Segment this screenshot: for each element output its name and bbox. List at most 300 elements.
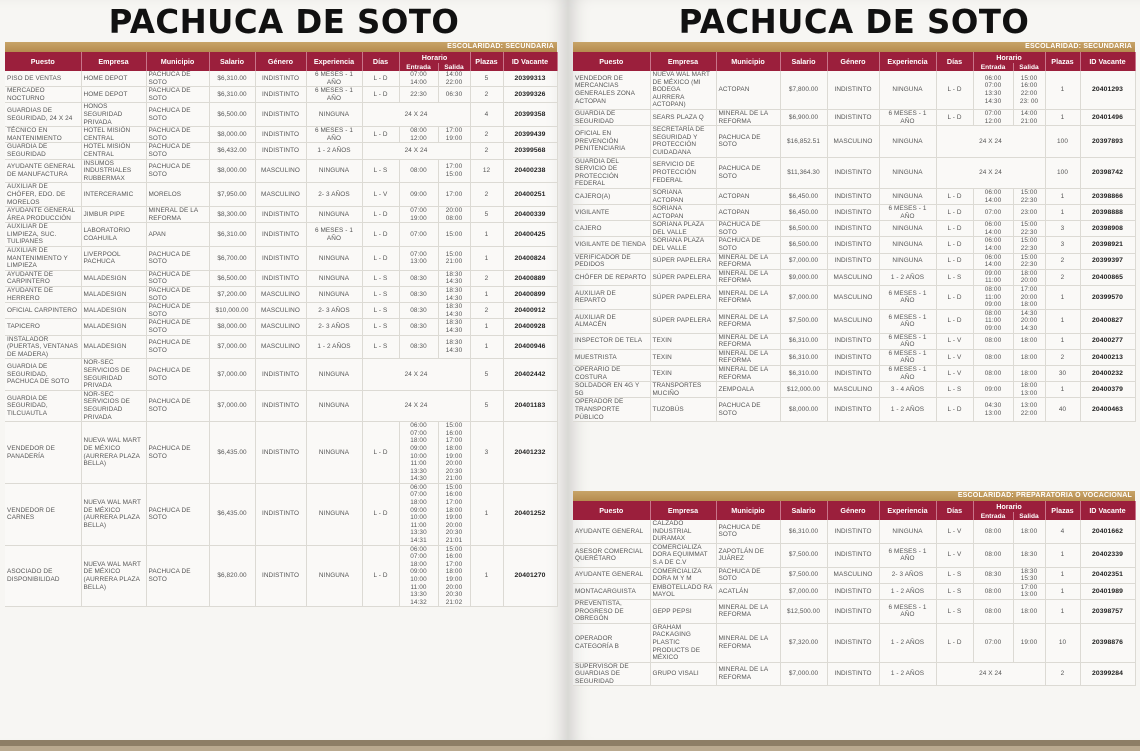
- entrada-time: 06:00: [984, 74, 1002, 82]
- cell-municipio: PACHUCA DE SOTO: [146, 422, 209, 484]
- cell-entrada: [399, 335, 438, 359]
- salida-time: 20:30: [445, 529, 463, 537]
- cell-plazas: 30: [1045, 365, 1080, 381]
- cell-salida: [1013, 253, 1045, 269]
- entrada-time: 13:00: [410, 258, 427, 266]
- entrada-time: 11:00: [410, 460, 427, 468]
- cell-experiencia: NINGUNA: [306, 270, 362, 286]
- cell-empresa: HOTEL MISIÓN CENTRAL: [81, 143, 146, 159]
- entrada-time: 12:00: [984, 117, 1002, 125]
- entrada-time: 12:00: [410, 134, 427, 142]
- cell-salida: [1013, 583, 1045, 599]
- cell-id: 20401270: [503, 545, 557, 607]
- cell-genero: INDISTINTO: [255, 359, 306, 390]
- cell-salario: $7,000.00: [780, 253, 827, 269]
- salida-time: 14:30: [1020, 325, 1038, 332]
- salida-time: 20:00: [1020, 293, 1038, 301]
- column-header-entrada: Entrada: [973, 512, 1013, 520]
- table-row: [573, 333, 1135, 349]
- entrada-time: 08:30: [410, 307, 427, 315]
- cell-dias: L - D: [936, 237, 973, 253]
- entrada-time: 08:00: [410, 127, 427, 135]
- salida-time: 15:00: [445, 483, 463, 491]
- cell-plazas: 1: [470, 223, 503, 247]
- entrada-time: 18:00: [410, 499, 427, 507]
- column-header-salida: Salida: [1013, 63, 1045, 71]
- cell-entrada: [973, 567, 1013, 583]
- cell-entrada: [973, 382, 1013, 398]
- cell-entrada: [973, 543, 1013, 567]
- table-row: [573, 520, 1135, 543]
- cell-plazas: 5: [470, 71, 503, 87]
- cell-dias: L - S: [936, 599, 973, 623]
- entrada-time: 09:00: [410, 506, 427, 514]
- cell-entrada: [973, 253, 1013, 269]
- cell-id: 20398742: [1080, 157, 1135, 188]
- cell-experiencia: 3 - 4 AÑOS: [879, 382, 936, 398]
- cell-genero: INDISTINTO: [827, 623, 879, 662]
- salida-time: 18:00: [445, 506, 463, 514]
- cell-experiencia: 1 - 2 AÑOS: [879, 662, 936, 686]
- cell-empresa: COMERCIALIZA DORA EQUIMMAT S.A DE C.V: [650, 543, 716, 567]
- cell-genero: INDISTINTO: [255, 422, 306, 484]
- entrada-time: 07:00: [984, 82, 1002, 90]
- column-header-dias: Días: [936, 501, 973, 520]
- column-header-id: ID Vacante: [1080, 52, 1135, 71]
- cell-empresa: MALADESIGN: [81, 319, 146, 335]
- cell-municipio: MINERAL DE LA REFORMA: [716, 365, 780, 381]
- cell-genero: MASCULINO: [827, 567, 879, 583]
- cell-municipio: PACHUCA DE SOTO: [146, 270, 209, 286]
- cell-id: 20398908: [1080, 221, 1135, 237]
- cell-genero: INDISTINTO: [827, 398, 879, 422]
- left-page: [0, 0, 568, 746]
- cell-salario: $6,500.00: [209, 270, 255, 286]
- cell-empresa: SORIANA PLAZA DEL VALLE: [650, 237, 716, 253]
- cell-dias: L - S: [936, 567, 973, 583]
- cell-empresa: SÚPER PAPELERA: [650, 286, 716, 310]
- cell-salario: $7,800.00: [780, 71, 827, 109]
- table-row: [573, 188, 1135, 204]
- cell-experiencia: NINGUNA: [306, 422, 362, 484]
- salida-time: 20:00: [445, 460, 463, 468]
- cell-id: 20400379: [1080, 382, 1135, 398]
- cell-experiencia: NINGUNA: [879, 71, 936, 109]
- cell-municipio: MINERAL DE LA REFORMA: [146, 207, 209, 223]
- entrada-time: 06:00: [984, 253, 1002, 261]
- salida-time: 18:30: [445, 303, 463, 311]
- cell-plazas: 1: [1045, 567, 1080, 583]
- column-header-plazas: Plazas: [1045, 501, 1080, 520]
- cell-plazas: 5: [470, 359, 503, 390]
- cell-puesto: AUXILIAR DE CHÓFER, EDO. DE MORELOS: [5, 183, 81, 207]
- entrada-time: 07:00: [410, 491, 427, 499]
- entrada-time: 10:00: [410, 452, 427, 460]
- cell-dias: L - V: [936, 333, 973, 349]
- cell-salario: $8,000.00: [780, 398, 827, 422]
- salida-time: 18:00: [1020, 269, 1038, 277]
- entrada-time: 14:31: [410, 537, 427, 545]
- table-row: [5, 422, 557, 484]
- column-header-genero: Género: [827, 52, 879, 71]
- cell-municipio: PACHUCA DE SOTO: [146, 359, 209, 390]
- cell-id: 20401252: [503, 483, 557, 545]
- cell-salario: $6,900.00: [780, 109, 827, 125]
- cell-entrada: [973, 583, 1013, 599]
- table-row: [5, 319, 557, 335]
- cell-puesto: OFICIAL CARPINTERO: [5, 303, 81, 319]
- entrada-time: 11:00: [984, 293, 1002, 301]
- cell-puesto: AYUDANTE DE HERRERO: [5, 287, 81, 303]
- table-header: [5, 52, 557, 71]
- salida-time: 17:00: [445, 499, 463, 507]
- salida-time: 18:00: [1020, 369, 1038, 377]
- column-header-salario: Salario: [780, 52, 827, 71]
- cell-id: 20399568: [503, 143, 557, 159]
- cell-puesto: PREVENTISTA, PROGRESO DE OBREGÓN: [573, 599, 650, 623]
- cell-municipio: PACHUCA DE SOTO: [716, 126, 780, 157]
- cell-genero: INDISTINTO: [827, 365, 879, 381]
- cell-entrada: [973, 205, 1013, 221]
- cell-municipio: PACHUCA DE SOTO: [716, 221, 780, 237]
- salida-time: 18:30: [445, 339, 463, 347]
- cell-salario: $6,450.00: [780, 205, 827, 221]
- table-row: [573, 398, 1135, 422]
- vacancies-table-secundaria-right: [573, 42, 1135, 422]
- entrada-time: 11:00: [410, 521, 427, 529]
- cell-salario: $6,310.00: [780, 520, 827, 543]
- cell-genero: INDISTINTO: [827, 221, 879, 237]
- cell-plazas: 4: [1045, 520, 1080, 543]
- salida-time: 14:00: [1020, 109, 1038, 117]
- cell-salida: [438, 545, 470, 607]
- cell-salario: $16,852.51: [780, 126, 827, 157]
- cell-experiencia: 2- 3 AÑOS: [306, 183, 362, 207]
- table-row: [5, 390, 557, 421]
- cell-dias: L - S: [362, 303, 399, 319]
- cell-dias: L - D: [362, 422, 399, 484]
- cell-genero: INDISTINTO: [827, 253, 879, 269]
- entrada-time: 08:30: [410, 343, 427, 351]
- cell-plazas: 1: [1045, 71, 1080, 109]
- entrada-time: 10:00: [410, 514, 427, 522]
- entrada-time: 09:00: [984, 385, 1002, 393]
- cell-plazas: 10: [1045, 623, 1080, 662]
- cell-salida: [1013, 221, 1045, 237]
- section-band: ESCOLARIDAD: PREPARATORIA O VOCACIONAL: [573, 491, 1135, 501]
- cell-empresa: SERVICIO DE PROTECCIÓN FEDERAL: [650, 157, 716, 188]
- cell-id: 20400827: [1080, 309, 1135, 333]
- cell-id: 20401496: [1080, 109, 1135, 125]
- cell-salario: $12,500.00: [780, 599, 827, 623]
- cell-horario: 24 X 24: [362, 103, 470, 127]
- cell-genero: MASCULINO: [827, 309, 879, 333]
- cell-salario: $6,820.00: [209, 545, 255, 607]
- salida-time: 17:00: [445, 163, 463, 171]
- vacancies-table-preparatoria: [573, 491, 1135, 686]
- cell-experiencia: NINGUNA: [306, 390, 362, 421]
- cell-salario: $7,500.00: [780, 567, 827, 583]
- cell-salario: $7,200.00: [209, 287, 255, 303]
- cell-salida: [1013, 349, 1045, 365]
- cell-experiencia: NINGUNA: [879, 157, 936, 188]
- cell-id: 20401989: [1080, 583, 1135, 599]
- cell-empresa: GRAHAM PACKAGING PLASTIC PRODUCTS DE MÉXICO: [650, 623, 716, 662]
- entrada-time: 11:00: [984, 277, 1002, 285]
- cell-municipio: ACTOPAN: [716, 71, 780, 109]
- cell-id: 20399313: [503, 71, 557, 87]
- column-header-salario: Salario: [780, 501, 827, 520]
- entrada-time: 08:30: [410, 274, 427, 282]
- cell-horario: 24 X 24: [936, 662, 1045, 686]
- cell-entrada: [399, 303, 438, 319]
- salida-time: 14:30: [445, 294, 463, 302]
- cell-id: 20400946: [503, 335, 557, 359]
- salida-time: 18:00: [1020, 337, 1038, 345]
- cell-genero: INDISTINTO: [827, 333, 879, 349]
- salida-time: 16:00: [445, 429, 463, 437]
- cell-id: 20401662: [1080, 520, 1135, 543]
- table-row: [573, 567, 1135, 583]
- entrada-time: 07:00: [410, 429, 427, 437]
- cell-plazas: 5: [470, 390, 503, 421]
- entrada-time: 06:00: [410, 545, 427, 553]
- cell-salida: [438, 319, 470, 335]
- cell-puesto: TAPICERO: [5, 319, 81, 335]
- cell-puesto: VIGILANTE: [573, 205, 650, 221]
- cell-entrada: [973, 71, 1013, 109]
- cell-empresa: SEARS PLAZA Q: [650, 109, 716, 125]
- cell-experiencia: 6 MESES - 1 AÑO: [879, 543, 936, 567]
- cell-municipio: MINERAL DE LA REFORMA: [716, 269, 780, 285]
- entrada-time: 09:00: [984, 269, 1002, 277]
- cell-empresa: NUEVA WAL MART DE MÉXICO (AURRERA PLAZA BELLA): [81, 545, 146, 607]
- cell-id: 20399326: [503, 87, 557, 103]
- cell-empresa: HOME DEPOT: [81, 71, 146, 87]
- entrada-time: 09:00: [410, 190, 427, 198]
- cell-id: 20398876: [1080, 623, 1135, 662]
- salida-time: 16:00: [445, 553, 463, 561]
- cell-puesto: OPERADOR CATEGORÍA B: [573, 623, 650, 662]
- cell-empresa: MALADESIGN: [81, 303, 146, 319]
- entrada-time: 14:32: [410, 598, 427, 606]
- cell-id: 20400889: [503, 270, 557, 286]
- salida-time: 18:30: [1020, 551, 1038, 559]
- cell-empresa: SORIANA ACTOPAN: [650, 188, 716, 204]
- cell-puesto: GUARDIA DE SEGURIDAD: [5, 143, 81, 159]
- cell-empresa: EMBOTELLADO RA MAYOL: [650, 583, 716, 599]
- cell-genero: INDISTINTO: [255, 223, 306, 247]
- cell-entrada: [399, 483, 438, 545]
- cell-plazas: 1: [470, 483, 503, 545]
- cell-genero: INDISTINTO: [255, 545, 306, 607]
- entrada-time: 07:00: [410, 250, 427, 258]
- cell-puesto: OPERADOR DE TRANSPORTE PÚBLICO: [573, 398, 650, 422]
- cell-entrada: [399, 287, 438, 303]
- cell-salario: $7,000.00: [780, 662, 827, 686]
- cell-experiencia: NINGUNA: [306, 159, 362, 183]
- cell-empresa: SÚPER PAPELERA: [650, 269, 716, 285]
- cell-empresa: NUEVA WAL MART DE MÉXICO (AURRERA PLAZA BELLA): [81, 483, 146, 545]
- cell-municipio: PACHUCA DE SOTO: [716, 157, 780, 188]
- cell-dias: L - V: [936, 543, 973, 567]
- cell-genero: INDISTINTO: [255, 483, 306, 545]
- cell-salario: $6,435.00: [209, 422, 255, 484]
- cell-dias: L - S: [936, 269, 973, 285]
- cell-salida: [438, 87, 470, 103]
- cell-salida: [438, 335, 470, 359]
- cell-plazas: 100: [1045, 126, 1080, 157]
- cell-plazas: 1: [1045, 309, 1080, 333]
- cell-puesto: INSTALADOR (PUERTAS, VENTANAS DE MADERA): [5, 335, 81, 359]
- cell-puesto: ASESOR COMERCIAL QUERÉTARO: [573, 543, 650, 567]
- table-body: [5, 71, 557, 607]
- cell-id: 20400928: [503, 319, 557, 335]
- cell-id: 20398921: [1080, 237, 1135, 253]
- cell-puesto: OFICIAL EN PREVENCIÓN PENITENCIARIA: [573, 126, 650, 157]
- cell-salario: $7,000.00: [209, 390, 255, 421]
- cell-entrada: [399, 545, 438, 607]
- cell-salida: [438, 207, 470, 223]
- cell-salario: $6,500.00: [780, 237, 827, 253]
- cell-plazas: 2: [470, 303, 503, 319]
- salida-time: 08:00: [445, 214, 463, 222]
- cell-entrada: [973, 109, 1013, 125]
- cell-empresa: SORIANA PLAZA DEL VALLE: [650, 221, 716, 237]
- cell-horario: 24 X 24: [362, 359, 470, 390]
- cell-dias: L - D: [936, 109, 973, 125]
- salida-time: 13:00: [1020, 402, 1038, 410]
- cell-salario: $6,310.00: [209, 71, 255, 87]
- cell-genero: MASCULINO: [255, 159, 306, 183]
- salida-time: 14:30: [445, 310, 463, 318]
- entrada-time: 07:00: [984, 208, 1002, 216]
- cell-salario: $8,000.00: [209, 159, 255, 183]
- cell-empresa: TEXIN: [650, 349, 716, 365]
- cell-experiencia: 6 MESES - 1 AÑO: [879, 333, 936, 349]
- cell-salario: $12,000.00: [780, 382, 827, 398]
- salida-time: 17:00: [445, 190, 463, 198]
- cell-puesto: VENDEDOR DE CARNES: [5, 483, 81, 545]
- salida-time: 19:00: [445, 576, 463, 583]
- salida-time: 21:00: [445, 258, 463, 266]
- cell-municipio: PACHUCA DE SOTO: [146, 87, 209, 103]
- cell-experiencia: NINGUNA: [306, 359, 362, 390]
- cell-salida: [1013, 398, 1045, 422]
- cell-salario: $6,450.00: [780, 188, 827, 204]
- cell-dias: L - D: [362, 223, 399, 247]
- salida-time: 15:00: [1020, 253, 1038, 261]
- cell-puesto: AYUDANTE GENERAL: [573, 520, 650, 543]
- table-row: [573, 365, 1135, 381]
- table-row: [573, 309, 1135, 333]
- cell-plazas: 2: [1045, 662, 1080, 686]
- cell-entrada: [973, 269, 1013, 285]
- cell-dias: L - V: [936, 520, 973, 543]
- cell-puesto: TÉCNICO EN MANTENIMIENTO: [5, 127, 81, 143]
- cell-salida: [438, 287, 470, 303]
- column-header-dias: Días: [936, 52, 973, 71]
- cell-horario: 24 X 24: [936, 126, 1045, 157]
- cell-entrada: [399, 270, 438, 286]
- entrada-time: 08:00: [984, 309, 1002, 317]
- cell-municipio: PACHUCA DE SOTO: [146, 287, 209, 303]
- cell-id: 20398888: [1080, 205, 1135, 221]
- salida-time: 17:00: [1020, 286, 1038, 294]
- cell-dias: L - D: [362, 247, 399, 271]
- cell-salida: [1013, 567, 1045, 583]
- salida-time: 14:30: [445, 346, 463, 354]
- cell-plazas: 3: [1045, 221, 1080, 237]
- cell-genero: INDISTINTO: [827, 583, 879, 599]
- cell-dias: L - D: [936, 398, 973, 422]
- column-header-dias: Días: [362, 52, 399, 71]
- cell-salida: [438, 270, 470, 286]
- table-row: [573, 221, 1135, 237]
- cell-genero: MASCULINO: [255, 303, 306, 319]
- cell-salario: $6,310.00: [209, 223, 255, 247]
- cell-horario: 24 X 24: [362, 390, 470, 421]
- salida-time: 23:00: [1020, 208, 1038, 216]
- salida-time: 13:00: [1020, 389, 1038, 397]
- cell-puesto: SUPERVISOR DE GUARDIAS DE SEGURIDAD: [573, 662, 650, 686]
- right-page: [568, 0, 1140, 746]
- cell-salida: [1013, 520, 1045, 543]
- salida-time: 20:00: [445, 207, 463, 215]
- cell-entrada: [973, 333, 1013, 349]
- cell-genero: INDISTINTO: [827, 157, 879, 188]
- salida-time: 20:00: [445, 583, 463, 591]
- cell-empresa: TUZOBÚS: [650, 398, 716, 422]
- cell-dias: L - D: [936, 623, 973, 662]
- cell-experiencia: 1 - 2 AÑOS: [879, 623, 936, 662]
- cell-plazas: 2: [470, 270, 503, 286]
- salida-time: 17:00: [445, 560, 463, 568]
- table-row: [5, 359, 557, 390]
- cell-experiencia: NINGUNA: [306, 247, 362, 271]
- cell-id: 20400213: [1080, 349, 1135, 365]
- cell-experiencia: 6 MESES - 1 AÑO: [306, 87, 362, 103]
- table-row: [5, 287, 557, 303]
- cell-dias: L - S: [362, 159, 399, 183]
- cell-salario: $7,000.00: [780, 583, 827, 599]
- salida-time: 18:00: [1020, 382, 1038, 390]
- cell-salida: [438, 303, 470, 319]
- salida-time: 18:00: [1020, 353, 1038, 361]
- cell-experiencia: NINGUNA: [306, 545, 362, 607]
- entrada-time: 14:00: [984, 245, 1002, 253]
- cell-salario: $8,300.00: [209, 207, 255, 223]
- salida-time: 18:30: [445, 287, 463, 295]
- cell-salario: $6,435.00: [209, 483, 255, 545]
- table-row: [5, 247, 557, 271]
- column-header-empresa: Empresa: [650, 501, 716, 520]
- cell-salario: $6,310.00: [780, 349, 827, 365]
- entrada-time: 08:00: [984, 353, 1002, 361]
- cell-id: 20400463: [1080, 398, 1135, 422]
- entrada-time: 08:00: [984, 551, 1002, 559]
- cell-salario: $8,000.00: [209, 319, 255, 335]
- entrada-time: 08:00: [410, 167, 427, 175]
- cell-salario: $7,500.00: [780, 543, 827, 567]
- cell-id: 20400251: [503, 183, 557, 207]
- cell-municipio: PACHUCA DE SOTO: [716, 520, 780, 543]
- cell-plazas: 2: [470, 183, 503, 207]
- cell-experiencia: 6 MESES - 1 AÑO: [306, 71, 362, 87]
- cell-entrada: [973, 286, 1013, 310]
- entrada-time: 08:00: [984, 337, 1002, 345]
- cell-experiencia: 6 MESES - 1 AÑO: [306, 127, 362, 143]
